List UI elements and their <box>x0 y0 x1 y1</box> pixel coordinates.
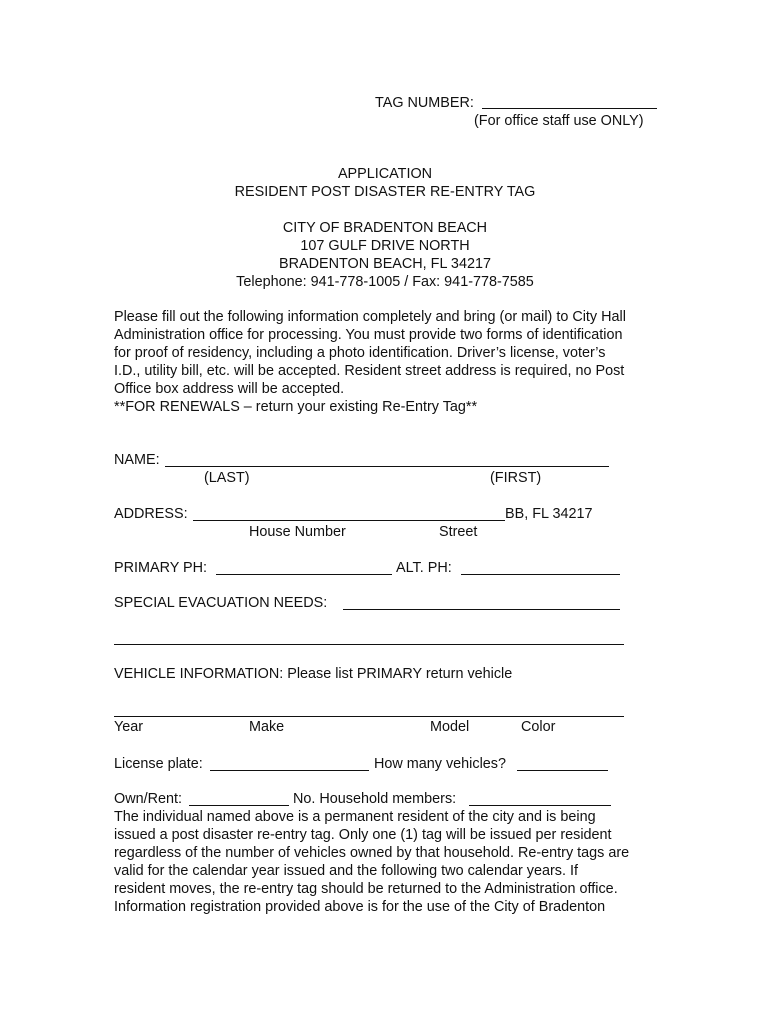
vehicle-model-caption: Model <box>430 719 470 735</box>
own-rent-label: Own/Rent: <box>114 791 182 807</box>
city-street: 107 GULF DRIVE NORTH <box>300 238 470 254</box>
vehicle-year-caption: Year <box>114 719 144 735</box>
instructions-paragraph <box>114 308 662 416</box>
city-phone-fax: Telephone: 941-778-1005 / Fax: 941-778-7585 <box>236 274 534 290</box>
vehicle-count-label: How many vehicles? <box>374 756 506 772</box>
license-plate-label: License plate: <box>114 756 203 772</box>
disclaimer-paragraph <box>114 808 659 916</box>
address-field[interactable] <box>193 520 505 521</box>
address-label: ADDRESS: <box>114 506 188 522</box>
disclaimer-line: regardless of the number of vehicles owned by that household. Re-entry tags are <box>114 845 630 861</box>
license-plate-field[interactable] <box>210 770 369 771</box>
street-caption: Street <box>439 524 478 540</box>
name-label: NAME: <box>114 452 160 468</box>
vehicle-color-caption: Color <box>521 719 556 735</box>
special-needs-label: SPECIAL EVACUATION NEEDS: <box>114 595 328 611</box>
alt-phone-label: ALT. PH: <box>396 560 452 576</box>
name-field[interactable] <box>165 466 609 467</box>
renewals-note: **FOR RENEWALS – return your existing Re-Entry Tag** <box>114 399 478 415</box>
city-name: CITY OF BRADENTON BEACH <box>282 220 488 236</box>
primary-phone-field[interactable] <box>216 574 392 575</box>
disclaimer-line: The individual named above is a permanent resident of the city and is being <box>114 809 596 825</box>
form-subtitle: RESIDENT POST DISASTER RE-ENTRY TAG <box>234 184 536 200</box>
tag-number-field[interactable] <box>482 108 657 109</box>
vehicle-make-caption: Make <box>249 719 285 735</box>
alt-phone-field[interactable] <box>461 574 620 575</box>
name-first-caption: (FIRST) <box>490 470 542 486</box>
tag-number-label: TAG NUMBER: <box>375 95 474 111</box>
disclaimer-line: Information registration provided above is for the use of the City of Bradenton <box>114 899 606 915</box>
vehicle-count-field[interactable] <box>517 770 608 771</box>
household-members-label: No. Household members: <box>293 791 457 807</box>
instructions-line: for proof of residency, including a photo identification. Driver’s license, voter’s <box>114 345 606 361</box>
vehicle-info-label: VEHICLE INFORMATION: Please list PRIMARY return vehicle <box>114 666 513 682</box>
primary-phone-label: PRIMARY PH: <box>114 560 208 576</box>
vehicle-info-field[interactable] <box>114 716 624 717</box>
disclaimer-line: issued a post disaster re-entry tag. Only one (1) tag will be issued per resident <box>114 827 612 843</box>
instructions-line: Please fill out the following information completely and bring (or mail) to City Hall <box>114 309 626 325</box>
address-suffix: BB, FL 34217 <box>505 506 593 522</box>
house-number-caption: House Number <box>249 524 346 540</box>
household-members-field[interactable] <box>469 805 611 806</box>
special-needs-field[interactable] <box>343 609 620 610</box>
name-last-caption: (LAST) <box>204 470 250 486</box>
instructions-line: Office box address will be accepted. <box>114 381 345 397</box>
disclaimer-line: valid for the calendar year issued and the following two calendar years. If <box>114 863 578 879</box>
own-rent-field[interactable] <box>189 805 289 806</box>
form-title: APPLICATION <box>337 166 433 182</box>
instructions-line: Administration office for processing. You must provide two forms of identification <box>114 327 623 343</box>
special-needs-field-line-2[interactable] <box>114 644 624 645</box>
tag-number-note: (For office staff use ONLY) <box>474 113 644 129</box>
instructions-line: I.D., utility bill, etc. will be accepted. Resident street address is required, no Post <box>114 363 625 379</box>
city-state-zip: BRADENTON BEACH, FL 34217 <box>279 256 491 272</box>
disclaimer-line: resident moves, the re-entry tag should be returned to the Administration office. <box>114 881 618 897</box>
